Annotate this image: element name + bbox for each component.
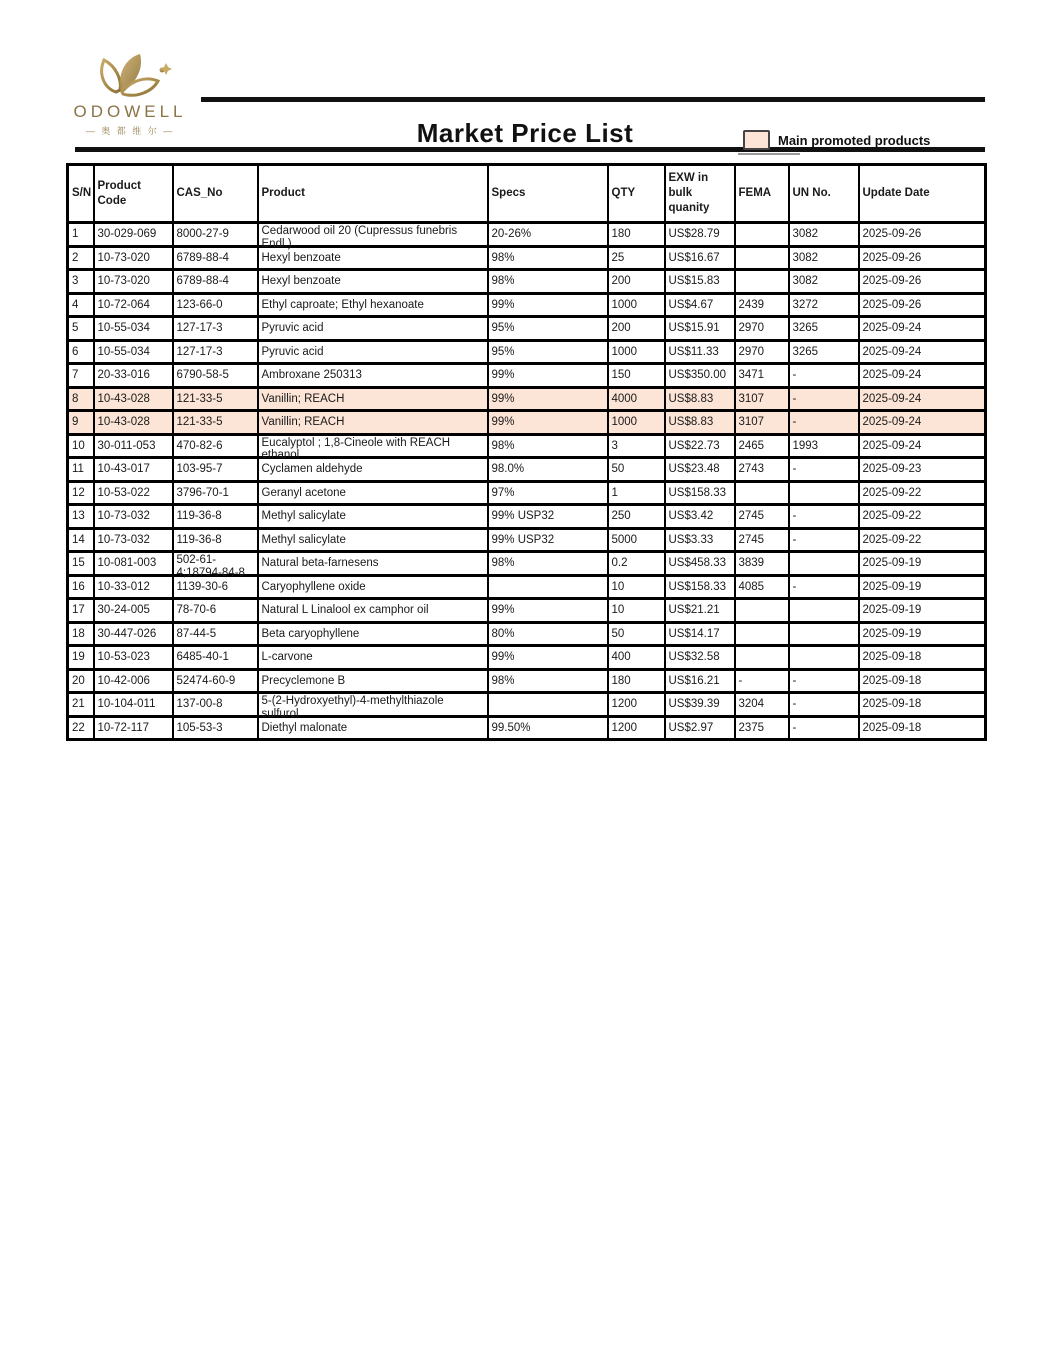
cell-exw: US$8.83 [665,411,735,435]
cell-un: - [789,669,859,693]
cell-un: - [789,411,859,435]
logo-chinese-subtitle: — 奥 都 维 尔 — [85,126,175,136]
cell-qty: 200 [608,317,665,341]
cell-exw: US$3.42 [665,505,735,529]
cell-exw: US$14.17 [665,622,735,646]
column-header-un: UN No. [789,165,859,223]
cell-qty: 50 [608,622,665,646]
cell-cas: 87-44-5 [173,622,258,646]
cell-sn: 9 [68,411,94,435]
butterfly-logo-icon [82,48,178,100]
cell-cas: 3796-70-1 [173,481,258,505]
cell-date: 2025-09-19 [859,575,986,599]
cell-date: 2025-09-18 [859,669,986,693]
cell-qty: 1 [608,481,665,505]
cell-date: 2025-09-24 [859,340,986,364]
table-header [68,165,986,223]
cell-fema [735,599,789,623]
cell-fema [735,481,789,505]
column-header-sn: S/N [68,165,94,223]
cell-cas: 502-61- 4;18794-84-8 [173,552,258,576]
cell-cas: 6485-40-1 [173,646,258,670]
table-row [68,270,986,294]
column-header-date: Update Date [859,165,986,223]
cell-exw: US$158.33 [665,575,735,599]
cell-fema [735,622,789,646]
cell-sn: 22 [68,716,94,740]
cell-code: 10-104-011 [94,693,173,717]
cell-specs: 98% [488,434,608,458]
cell-qty: 180 [608,223,665,247]
cell-date: 2025-09-19 [859,622,986,646]
cell-exw: US$32.58 [665,646,735,670]
cell-cas: 105-53-3 [173,716,258,740]
cell-fema [735,223,789,247]
cell-sn: 4 [68,293,94,317]
column-header-code: Product Code [94,165,173,223]
cell-product: Natural L Linalool ex camphor oil [258,599,488,623]
cell-code: 30-029-069 [94,223,173,247]
cell-exw: US$3.33 [665,528,735,552]
cell-code: 10-53-022 [94,481,173,505]
cell-specs: 98% [488,246,608,270]
cell-fema [735,646,789,670]
table-row [68,599,986,623]
cell-qty: 25 [608,246,665,270]
cell-fema: 2439 [735,293,789,317]
table-row [68,246,986,270]
cell-exw: US$458.33 [665,552,735,576]
table-row [68,505,986,529]
cell-product: Vanillin; REACH [258,387,488,411]
cell-sn: 3 [68,270,94,294]
cell-product: Natural beta-farnesens [258,552,488,576]
legend-highlight-swatch [743,130,770,150]
cell-sn: 5 [68,317,94,341]
cell-un: 3272 [789,293,859,317]
cell-specs: 98% [488,552,608,576]
cell-sn: 7 [68,364,94,388]
cell-exw: US$16.21 [665,669,735,693]
cell-code: 10-55-034 [94,340,173,364]
table-row [68,646,986,670]
cell-product: Hexyl benzoate [258,246,488,270]
cell-exw: US$350.00 [665,364,735,388]
cell-un: - [789,528,859,552]
cell-fema [735,270,789,294]
cell-cas: 52474-60-9 [173,669,258,693]
cell-date: 2025-09-26 [859,270,986,294]
column-header-fema: FEMA [735,165,789,223]
cell-un [789,552,859,576]
top-divider-rule [201,97,985,102]
cell-exw: US$15.91 [665,317,735,341]
cell-code: 30-24-005 [94,599,173,623]
cell-fema: 2970 [735,317,789,341]
cell-specs: 98% [488,669,608,693]
cell-fema: 2743 [735,458,789,482]
table-row [68,622,986,646]
cell-sn: 10 [68,434,94,458]
cell-fema: 3839 [735,552,789,576]
column-header-product: Product [258,165,488,223]
cell-code: 10-081-003 [94,552,173,576]
cell-code: 10-53-023 [94,646,173,670]
cell-product: Ethyl caproate; Ethyl hexanoate [258,293,488,317]
cell-un: 3265 [789,317,859,341]
cell-un: - [789,505,859,529]
cell-exw: US$2.97 [665,716,735,740]
table-row [68,387,986,411]
cell-sn: 21 [68,693,94,717]
cell-un: - [789,387,859,411]
cell-specs: 99% [488,387,608,411]
cell-date: 2025-09-24 [859,364,986,388]
cell-fema: 2745 [735,528,789,552]
cell-cas: 1139-30-6 [173,575,258,599]
cell-code: 10-73-020 [94,246,173,270]
cell-specs: 80% [488,622,608,646]
cell-sn: 13 [68,505,94,529]
cell-fema: 3107 [735,411,789,435]
cell-cas: 78-70-6 [173,599,258,623]
cell-un: - [789,575,859,599]
cell-cas: 127-17-3 [173,340,258,364]
cell-product: Diethyl malonate [258,716,488,740]
cell-sn: 11 [68,458,94,482]
cell-code: 10-72-117 [94,716,173,740]
cell-specs: 98% [488,270,608,294]
cell-fema: 3471 [735,364,789,388]
cell-un: - [789,693,859,717]
cell-un [789,481,859,505]
cell-product: Vanillin; REACH [258,411,488,435]
cell-qty: 400 [608,646,665,670]
cell-date: 2025-09-24 [859,387,986,411]
cell-un [789,646,859,670]
legend-underline [738,153,800,155]
cell-date: 2025-09-18 [859,693,986,717]
table-row [68,669,986,693]
cell-code: 10-33-012 [94,575,173,599]
cell-date: 2025-09-18 [859,646,986,670]
cell-date: 2025-09-26 [859,293,986,317]
cell-specs: 99% USP32 [488,505,608,529]
cell-qty: 1200 [608,716,665,740]
cell-product: Geranyl acetone [258,481,488,505]
cell-qty: 10 [608,575,665,599]
cell-qty: 3 [608,434,665,458]
cell-sn: 17 [68,599,94,623]
cell-exw: US$23.48 [665,458,735,482]
cell-qty: 200 [608,270,665,294]
cell-specs: 99% [488,646,608,670]
cell-date: 2025-09-22 [859,528,986,552]
cell-product: Pyruvic acid [258,317,488,341]
cell-product: Cedarwood oil 20 (Cupressus funebris Endl.) [258,223,488,247]
cell-fema: - [735,669,789,693]
cell-date: 2025-09-26 [859,246,986,270]
cell-product: Cyclamen aldehyde [258,458,488,482]
cell-fema: 2375 [735,716,789,740]
cell-product: 5-(2-Hydroxyethyl)-4-methylthiazole sulfurol [258,693,488,717]
cell-qty: 1000 [608,411,665,435]
cell-code: 30-011-053 [94,434,173,458]
cell-product: Beta caryophyllene [258,622,488,646]
cell-un: 3082 [789,270,859,294]
cell-specs: 99% [488,293,608,317]
cell-un: 3082 [789,246,859,270]
cell-product: Caryophyllene oxide [258,575,488,599]
cell-code: 10-72-064 [94,293,173,317]
table-row [68,434,986,458]
cell-specs: 20-26% [488,223,608,247]
cell-specs: 99% [488,364,608,388]
cell-un [789,599,859,623]
cell-exw: US$158.33 [665,481,735,505]
cell-specs: 99% [488,411,608,435]
cell-specs: 95% [488,340,608,364]
cell-qty: 150 [608,364,665,388]
table-row [68,364,986,388]
cell-specs: 99% [488,599,608,623]
column-header-specs: Specs [488,165,608,223]
cell-code: 10-73-032 [94,505,173,529]
cell-date: 2025-09-19 [859,552,986,576]
table-row [68,411,986,435]
cell-qty: 1200 [608,693,665,717]
cell-un [789,622,859,646]
cell-date: 2025-09-24 [859,434,986,458]
cell-date: 2025-09-23 [859,458,986,482]
cell-date: 2025-09-24 [859,411,986,435]
cell-qty: 50 [608,458,665,482]
cell-exw: US$39.39 [665,693,735,717]
cell-qty: 4000 [608,387,665,411]
cell-product: Precyclemone B [258,669,488,693]
cell-date: 2025-09-24 [859,317,986,341]
cell-fema: 2465 [735,434,789,458]
cell-specs: 98.0% [488,458,608,482]
cell-fema: 3107 [735,387,789,411]
cell-specs [488,693,608,717]
cell-exw: US$22.73 [665,434,735,458]
cell-sn: 12 [68,481,94,505]
cell-code: 10-55-034 [94,317,173,341]
table-row [68,340,986,364]
table-row [68,293,986,317]
logo-wordmark: ODOWELL [73,102,187,121]
cell-fema [735,246,789,270]
cell-product: Eucalyptol ; 1,8-Cineole with REACH ethanol [258,434,488,458]
cell-qty: 180 [608,669,665,693]
cell-product: Pyruvic acid [258,340,488,364]
cell-exw: US$15.83 [665,270,735,294]
cell-product: Methyl salicylate [258,528,488,552]
price-table [66,163,987,741]
cell-exw: US$8.83 [665,387,735,411]
table-row [68,693,986,717]
table-row [68,317,986,341]
cell-code: 30-447-026 [94,622,173,646]
cell-sn: 16 [68,575,94,599]
column-header-qty: QTY [608,165,665,223]
column-header-cas: CAS_No [173,165,258,223]
cell-sn: 15 [68,552,94,576]
cell-fema: 3204 [735,693,789,717]
cell-un: 1993 [789,434,859,458]
cell-un: 3265 [789,340,859,364]
cell-qty: 1000 [608,293,665,317]
cell-specs [488,575,608,599]
cell-qty: 250 [608,505,665,529]
cell-cas: 121-33-5 [173,411,258,435]
table-row [68,481,986,505]
table-row [68,528,986,552]
cell-code: 10-73-020 [94,270,173,294]
cell-product: Hexyl benzoate [258,270,488,294]
cell-exw: US$11.33 [665,340,735,364]
cell-exw: US$28.79 [665,223,735,247]
cell-specs: 99.50% [488,716,608,740]
cell-date: 2025-09-18 [859,716,986,740]
cell-fema: 4085 [735,575,789,599]
cell-cas: 119-36-8 [173,528,258,552]
cell-cas: 6789-88-4 [173,270,258,294]
cell-exw: US$16.67 [665,246,735,270]
cell-product: Methyl salicylate [258,505,488,529]
cell-qty: 1000 [608,340,665,364]
legend [743,130,930,150]
legend-label: Main promoted products [778,132,931,148]
cell-qty: 5000 [608,528,665,552]
cell-sn: 8 [68,387,94,411]
cell-code: 10-43-028 [94,387,173,411]
cell-date: 2025-09-22 [859,481,986,505]
cell-un: 3082 [789,223,859,247]
cell-un: - [789,458,859,482]
cell-specs: 99% USP32 [488,528,608,552]
cell-cas: 127-17-3 [173,317,258,341]
cell-sn: 2 [68,246,94,270]
cell-product: L-carvone [258,646,488,670]
cell-specs: 97% [488,481,608,505]
cell-specs: 95% [488,317,608,341]
cell-code: 10-43-017 [94,458,173,482]
cell-cas: 137-00-8 [173,693,258,717]
cell-product: Ambroxane 250313 [258,364,488,388]
cell-un: - [789,716,859,740]
table-row [68,223,986,247]
cell-exw: US$4.67 [665,293,735,317]
cell-exw: US$21.21 [665,599,735,623]
cell-date: 2025-09-22 [859,505,986,529]
table-row [68,716,986,740]
cell-cas: 119-36-8 [173,505,258,529]
page-title: Market Price List [416,118,634,148]
table-row [68,458,986,482]
cell-code: 20-33-016 [94,364,173,388]
cell-cas: 8000-27-9 [173,223,258,247]
cell-cas: 103-95-7 [173,458,258,482]
cell-sn: 20 [68,669,94,693]
cell-code: 10-43-028 [94,411,173,435]
cell-cas: 121-33-5 [173,387,258,411]
cell-fema: 2745 [735,505,789,529]
cell-qty: 0.2 [608,552,665,576]
cell-sn: 1 [68,223,94,247]
cell-cas: 470-82-6 [173,434,258,458]
cell-cas: 123-66-0 [173,293,258,317]
cell-cas: 6789-88-4 [173,246,258,270]
cell-date: 2025-09-19 [859,599,986,623]
cell-sn: 14 [68,528,94,552]
cell-fema: 2970 [735,340,789,364]
cell-sn: 19 [68,646,94,670]
cell-date: 2025-09-26 [859,223,986,247]
cell-code: 10-42-006 [94,669,173,693]
cell-un: - [789,364,859,388]
column-header-exw: EXW in bulk quanity [665,165,735,223]
cell-cas: 6790-58-5 [173,364,258,388]
cell-sn: 18 [68,622,94,646]
cell-qty: 10 [608,599,665,623]
table-row [68,552,986,576]
cell-sn: 6 [68,340,94,364]
cell-code: 10-73-032 [94,528,173,552]
